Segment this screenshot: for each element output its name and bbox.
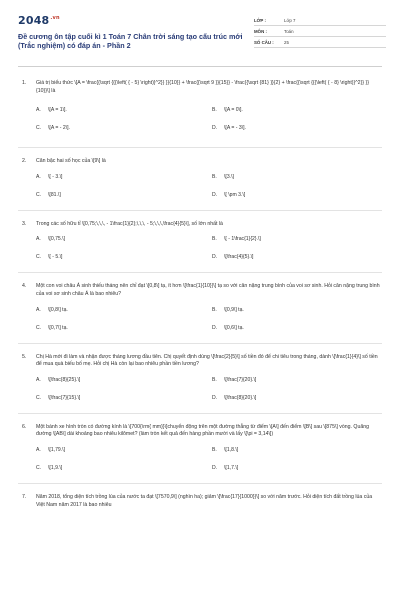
option-a[interactable]: A. \[ - 3.\] — [36, 173, 63, 180]
question-divider — [18, 272, 382, 273]
question-number: 3. — [22, 220, 27, 227]
option-d[interactable]: D. \[ \pm 3.\] — [212, 191, 246, 198]
option-c[interactable]: C. \[ - 5.\] — [36, 254, 63, 261]
option-text: \[\frac{7}{15}.\] — [48, 394, 81, 401]
document-header — [18, 10, 386, 60]
option-a[interactable]: A. \[0,75.\] — [36, 236, 65, 243]
option-text: \[0,9\] tạ. — [224, 306, 244, 313]
question-text: Chị Hà mới đi làm và nhận được tháng lương đầu tiên. Chị quyết định dùng \[\frac{2}{5}\] số tiền đó để chi tiêu trong tháng, dành \[\frac{1}{4}\] số tiền để mua quà biếu bố mẹ. Hỏi chị Hà còn lại bao nhiêu phần tiền lương? — [36, 353, 378, 368]
option-b[interactable]: B. \[3.\] — [212, 173, 234, 180]
option-d[interactable]: D. \[A = - 3\]. — [212, 125, 246, 132]
option-b[interactable]: B. \[1,8.\] — [212, 446, 239, 453]
option-b[interactable]: B. \[0,9\] tạ. — [212, 306, 244, 313]
meta-label: LỚP : — [254, 17, 266, 23]
option-text: \[\frac{8}{20}.\] — [224, 394, 257, 401]
meta-value: 25 — [284, 39, 289, 45]
question-4 — [22, 283, 382, 343]
question-list — [22, 80, 382, 509]
question-divider — [18, 343, 382, 344]
document-meta — [254, 15, 386, 48]
option-text: \[1,9.\] — [48, 464, 63, 471]
question-number: 6. — [22, 423, 27, 430]
question-text: Trong các số hữu tỉ \[0,75;\,\,\, - 1\frac{1}{2};\,\,\, - 5;\,\,\,\frac{4}{5}\], số lớn nhất là — [36, 220, 223, 227]
option-c[interactable]: C. \[A = - 2\]. — [36, 125, 70, 132]
question-divider — [18, 210, 382, 211]
option-b[interactable]: B. \[A = 0\]. — [212, 107, 243, 114]
logo-text: 2048 — [18, 14, 50, 27]
question-7 — [22, 494, 382, 509]
question-number: 5. — [22, 353, 27, 360]
option-text: \[0,7\] tạ. — [48, 324, 68, 331]
answer-options — [22, 439, 382, 475]
option-text: \[ - 5.\] — [48, 254, 63, 261]
question-text: Năm 2018, tổng diện tích trồng lúa của nước ta đạt \[7570,9\] (nghìn ha); giảm \[\frac{17}{1000}}\] so với năm trước. Hỏi diện tích đất trồng lúa của Việt Nam năm 2017 là bao nhiêu — [36, 493, 373, 508]
question-3 — [22, 221, 382, 274]
question-number: 7. — [22, 493, 27, 500]
document-title: Đề cương ôn tập cuối kì 1 Toán 7 Chân trời sáng tạo cấu trúc mới (Trắc nghiệm) có đáp án - Phần 2 — [18, 32, 243, 50]
question-number: 1. — [22, 80, 27, 86]
question-number: 4. — [22, 283, 27, 290]
option-text: \[0,8\] tạ. — [48, 306, 68, 313]
option-text: \[0,6\] tạ. — [224, 324, 244, 331]
meta-row-count — [254, 37, 386, 48]
question-text: Giá trị biểu thức \[A = \frac{{\sqrt {{{\left( { - 5} \right)}^2}} }}{10}} + \frac{{\sqrt 9 }}{15}} - \frac{{\sqrt {81} }}{2} + \frac{{\sqrt {{{\left( { - 8} \right)}^2}} }}{10}}\] là — [36, 80, 369, 94]
option-a[interactable]: A. \[0,8\] tạ. — [36, 306, 68, 313]
question-6 — [22, 424, 382, 484]
option-a[interactable]: A. \[A = 1\]. — [36, 107, 67, 114]
option-d[interactable]: D. \[\frac{8}{20}.\] — [212, 394, 257, 401]
answer-options — [22, 369, 382, 405]
meta-value: Toán — [284, 28, 294, 34]
option-text: \[\frac{8}{25}.\] — [48, 376, 81, 383]
option-c[interactable]: C. \[81.\] — [36, 191, 61, 198]
option-c[interactable]: C. \[\frac{7}{15}.\] — [36, 394, 81, 401]
question-5 — [22, 354, 382, 414]
option-text: \[1,79.\] — [48, 446, 65, 453]
answer-options — [22, 228, 382, 264]
option-text: \[ - 1\frac{1}{2}.\] — [224, 236, 261, 243]
question-number: 2. — [22, 158, 27, 165]
option-text: \[\frac{4}{5}.\] — [224, 254, 254, 261]
answer-options — [22, 299, 382, 335]
option-text: \[0,75.\] — [48, 236, 65, 243]
question-divider — [18, 483, 382, 484]
option-text: \[A = 1\]. — [48, 107, 67, 114]
option-text: \[ \pm 3.\] — [224, 191, 246, 198]
option-c[interactable]: C. \[0,7\] tạ. — [36, 324, 68, 331]
meta-label: MÔN : — [254, 28, 267, 34]
option-text: \[A = - 3\]. — [224, 125, 246, 132]
question-text: Căn bậc hai số học của \[9\] là — [36, 158, 106, 165]
question-text: Một bánh xe hình tròn có đường kính là \[700{\rm{ mm}}\]chuyển động trên một đường thẳng từ điểm \[A\] đến điểm \[B\] sau \[875\] vòng. Quãng đường \[AB\] dài khoảng bao nhiêu kilômet? (làm tròn kết quả đến hàng phần mười và lấy \[\pi = 3,14\]) — [36, 423, 369, 438]
question-text: Một con voi châu Á sinh thiếu tháng nên chỉ đạt \[0,8\] tạ, ít hơn \[\frac{1}{10}}\] tạ so với cân nặng trung bình của voi sơ sinh. Hỏi cân nặng trung bình của voi sơ sinh châu Á là bao nhiêu? — [36, 283, 380, 297]
option-a[interactable]: A. \[\frac{8}{25}.\] — [36, 376, 81, 383]
option-text: \[\frac{7}{20}.\] — [224, 376, 257, 383]
option-text: \[ - 3.\] — [48, 173, 63, 180]
option-b[interactable]: B. \[ - 1\frac{1}{2}.\] — [212, 236, 261, 243]
option-text: \[1,8.\] — [224, 446, 239, 453]
header-divider — [18, 66, 382, 67]
meta-row-class — [254, 15, 386, 26]
option-d[interactable]: D. \[1,7.\] — [212, 464, 239, 471]
option-d[interactable]: D. \[0,6\] tạ. — [212, 324, 244, 331]
option-d[interactable]: D. \[\frac{4}{5}.\] — [212, 254, 254, 261]
meta-row-subject — [254, 26, 386, 37]
option-c[interactable]: C. \[1,9.\] — [36, 464, 63, 471]
option-b[interactable]: B. \[\frac{7}{20}.\] — [212, 376, 257, 383]
logo-suffix: .vn — [50, 15, 60, 22]
site-logo[interactable] — [18, 14, 60, 27]
option-text: \[3.\] — [224, 173, 234, 180]
question-divider — [18, 413, 382, 414]
option-a[interactable]: A. \[1,79.\] — [36, 446, 65, 453]
meta-value: Lớp 7 — [284, 17, 296, 23]
option-text: \[81.\] — [48, 191, 61, 198]
option-text: \[A = 0\]. — [224, 107, 243, 114]
option-text: \[1,7.\] — [224, 464, 239, 471]
question-2 — [22, 158, 382, 211]
question-1 — [22, 80, 382, 148]
question-divider — [18, 147, 382, 148]
answer-options — [22, 166, 382, 202]
option-text: \[A = - 2\]. — [48, 125, 70, 132]
answer-options — [22, 95, 382, 137]
meta-label: SỐ CÂU : — [254, 39, 274, 45]
